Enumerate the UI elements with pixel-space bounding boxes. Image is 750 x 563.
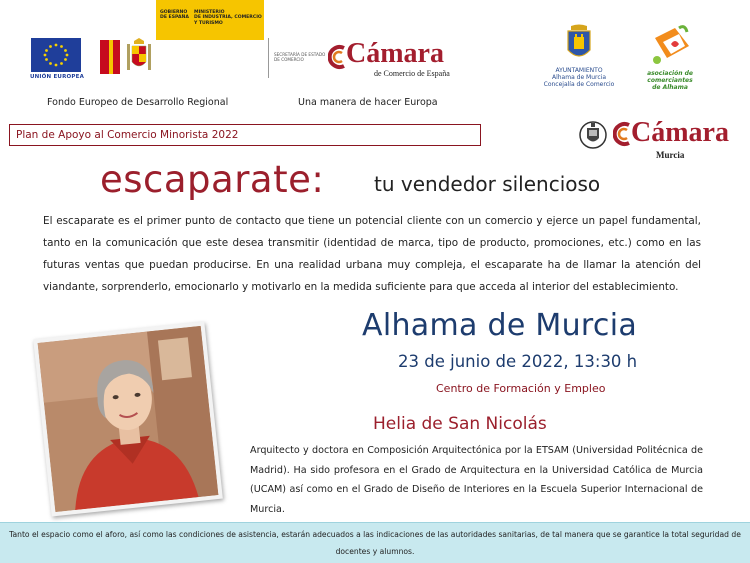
speaker-bio: Arquitecto y doctora en Composición Arquitectónica por la ETSAM (Universidad Politécnica de Madrid). Ha sido profesora en el Grado de Arquitectura en la Universidad Católica de Murcia (UCAM) así como en el Grado de Diseño de Interiores en la Escuela Superior Internacional de Murcia. [250,445,703,515]
headline-sub: tu vendedor silencioso [374,172,601,196]
fondo-tagline: Fondo Europeo de Desarrollo Regional [47,97,229,108]
headline-main: escaparate: [100,158,325,201]
eu-flag-icon [31,38,81,72]
speaker-name: Helia de San Nicolás [373,414,547,434]
event-venue: Centro de Formación y Empleo [436,382,606,395]
spain-crest-icon [124,38,154,76]
assoc-bag-icon [645,24,697,74]
spain-shield-icon [98,38,122,76]
camara-murcia-subtitle: Murcia [656,150,685,160]
camara-logo-subtitle: de Comercio de España [374,69,450,78]
intro-paragraph: El escaparate es el primer punto de contacto que tiene un potencial cliente con un comercio y ejerce un papel fundamental, tanto en la comunicación que este desea transmitir (identidad de marca, tipo de producto, promociones, etc.) como en las futuras ventas que puedan producirse. En una realidad urbana muy compleja, el escaparate ha de llamar la atención del viandante, sorprenderlo, emocionarlo y motivarlo en la medida suficiente para que acceda al interior del establecimiento. [43,215,701,293]
event-city: Alhama de Murcia [362,308,638,343]
notice-text: Tanto el espacio como el aforo, así como las condiciones de asistencia, estarán adecuados a las indicaciones de las autoridades sanitarias, de tal manera que se garantice la total seguridad de docentes y alumnos. [9,530,741,556]
camara-c-icon [328,44,346,70]
plan-title: Plan de Apoyo al Comercio Minorista 2022 [16,129,239,141]
secretaria-text: SECRETARÍA DE ESTADO DE COMERCIO [274,52,326,62]
assoc-name: asociación de comerciantes de Alhama [647,70,693,91]
event-date: 23 de junio de 2022, 13:30 h [398,352,638,371]
alhama-crest-icon [565,24,593,64]
manera-tagline: Una manera de hacer Europa [298,97,438,108]
speaker-photo [33,321,223,516]
camara-logo-word: Cámara [346,38,444,69]
ministerio-text: MINISTERIO DE INDUSTRIA, COMERCIO Y TURISMO [194,10,262,26]
alhama-council-name: AYUNTAMIENTO Alhama de Murcia Concejalía de Comercio [543,67,615,88]
gobierno-text: GOBIERNO DE ESPAÑA [160,10,189,21]
eu-label: UNIÓN EUROPEA [29,74,85,80]
camara-murcia-word: Cámara [631,117,729,148]
camara-murcia-c-icon [613,121,631,147]
camara-murcia-seal-icon [578,120,608,150]
